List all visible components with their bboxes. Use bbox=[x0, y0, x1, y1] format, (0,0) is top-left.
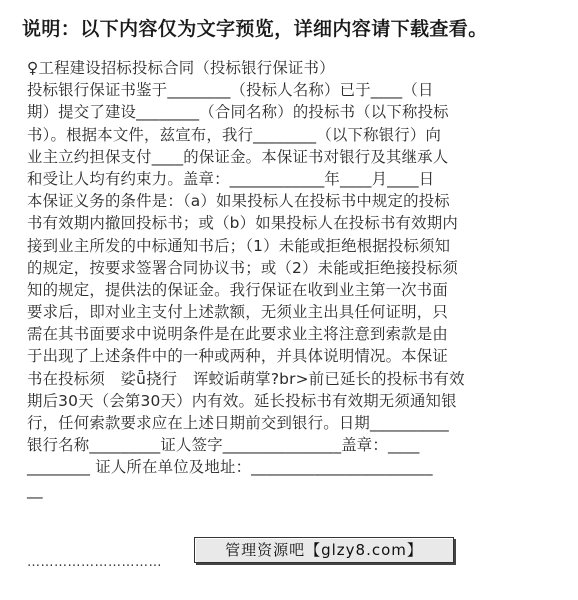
document-line: 银行名称_________证人签字_______________盖章：____ bbox=[27, 436, 420, 455]
document-line: 要求后，即对业主支付上述款额，无须业主出具任何证明，只 bbox=[27, 303, 448, 322]
document-line: 投标银行保证书鉴于________（投标人名称）已于____（日 bbox=[27, 81, 434, 100]
document-line: 于出现了上述条件中的一种或两种，并具体说明情况。本保证 bbox=[27, 347, 448, 366]
preview-notice: 说明：以下内容仅为文字预览，详细内容请下载查看。 bbox=[22, 18, 488, 40]
document-line: 业主立约担保支付____的保证金。本保证书对银行及其继承人 bbox=[27, 147, 449, 166]
document-line: __ bbox=[27, 480, 43, 499]
document-line: ________ 证人所在单位及地址：_______________________ bbox=[27, 458, 433, 477]
document-line: 本保证义务的条件是：（a）如果投标人在投标书中规定的投标 bbox=[27, 192, 450, 211]
document-line: 期后30天（会第30天）内有效。延长投标书有效期无须通知银 bbox=[27, 391, 457, 410]
document-line: ♀工程建设招标投标合同（投标银行保证书） bbox=[27, 59, 335, 77]
document-line: 的规定，按要求签署合同协议书；或（2）未能或拒绝接投标须 bbox=[27, 258, 458, 277]
document-body bbox=[27, 57, 555, 501]
document-line: 期）提交了建设________（合同名称）的投标书（以下称投标 bbox=[27, 103, 449, 122]
dotted-leader: ………………………… bbox=[27, 555, 162, 570]
document-line: 书有效期内撤回投标书；或（b）如果投标人在投标书有效期内 bbox=[27, 214, 458, 233]
document-line: 书在投标须 娑ǖ挠行 诨蛟诟萌掌?br>前已延长的投标书有效 bbox=[27, 369, 465, 388]
document-line: 知的规定，提供法的保证金。我行保证在收到业主第一次书面 bbox=[27, 280, 448, 299]
document-line: 接到业主所发的中标通知书后；（1）未能或拒绝根据投标须知 bbox=[27, 236, 451, 255]
document-line: 行，任何索款要求应在上述日期前交到银行。日期__________ bbox=[27, 414, 449, 432]
document-line: 书）。根据本文件，兹宣布，我行________（以下称银行）向 bbox=[27, 125, 442, 144]
document-line: 需在其书面要求中说明条件是在此要求业主将注意到索款是由 bbox=[27, 325, 448, 344]
brand-link-button[interactable]: 管理资源吧【glzy8.com】 bbox=[194, 537, 454, 563]
document-line: 和受让人均有约束力。盖章：____________年____月____日 bbox=[27, 169, 435, 188]
